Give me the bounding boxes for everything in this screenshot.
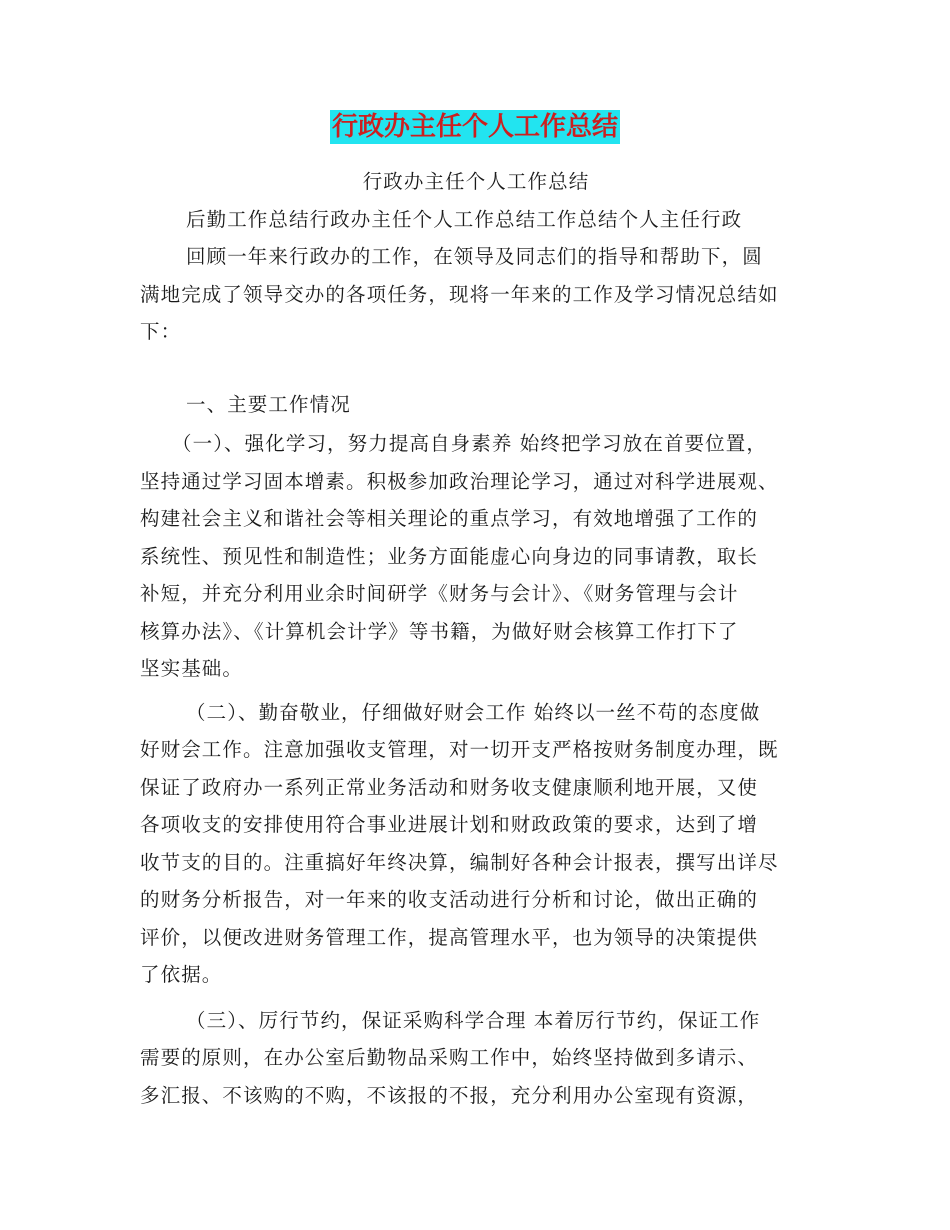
paragraph-line: 坚实基础。 [140, 657, 244, 680]
paragraph-line: 收节支的目的。注重搞好年终决算，编制好各种会计报表，撰写出详尽 [140, 850, 779, 874]
paragraph-line: 坚持通过学习固本增素。积极参加政治理论学习，通过对科学进展观、 [140, 469, 779, 493]
paragraph-line: 回顾一年来行政办的工作，在领导及同志们的指导和帮助下，圆 [186, 245, 763, 268]
title-container [0, 110, 950, 144]
paragraph-line: 好财会工作。注意加强收支管理，对一切开支严格按财务制度办理，既 [140, 738, 779, 761]
paragraph-line: （三）、厉行节约，保证采购科学合理 本着厉行节约，保证工作 [186, 1008, 761, 1032]
paragraph-line: （一）、强化学习，努力提高自身素养 始终把学习放在首要位置， [172, 432, 767, 455]
paragraph-2 [140, 694, 812, 994]
paragraph-line: 需要的原则，在办公室后勤物品采购工作中，始终坚持做到多请示、 [140, 1046, 759, 1069]
paragraph-line: 补短，并充分利用业余时间研学《财务与会计》、《财务管理与会计 [140, 582, 739, 605]
paragraph-line: 核算办法》、《计算机会计学》等书籍，为做好财会核算工作打下了 [140, 619, 739, 643]
paragraph-1 [140, 425, 812, 688]
paragraph-line: （二）、勤奋敬业，仔细做好财会工作 始终以一丝不苟的态度做 [186, 700, 761, 724]
paragraph-3 [140, 1002, 812, 1115]
paragraph-line: 的财务分析报告，对一年来的收支活动进行分析和讨论，做出正确的 [140, 888, 759, 911]
document-subtitle: 行政办主任个人工作总结 [362, 170, 590, 193]
intro-paragraph [140, 238, 812, 351]
paragraph-line: 构建社会主义和谐社会等相关理论的重点学习，有效地增强了工作的 [140, 507, 759, 530]
paragraph-line: 保证了政府办一系列正常业务活动和财务收支健康顺利地开展，又使 [140, 775, 759, 799]
document-body [140, 163, 812, 1114]
paragraph-line: 下： [140, 320, 182, 343]
paragraph-line: 评价，以便改进财务管理工作，提高管理水平，也为领导的决策提供 [140, 925, 759, 949]
paragraph-line: 了依据。 [140, 963, 223, 986]
document-title: 行政办主任个人工作总结 [331, 112, 618, 142]
paragraph-line: 系统性、预见性和制造性；业务方面能虚心向身边的同事请教，取长 [140, 544, 759, 568]
keywords-line: 后勤工作总结行政办主任个人工作总结工作总结个人主任行政 [186, 207, 743, 231]
section-heading: 一、主要工作情况 [186, 392, 351, 416]
paragraph-line: 多汇报、不该购的不购，不该报的不报，充分利用办公室现有资源， [140, 1083, 759, 1107]
paragraph-line: 满地完成了领导交办的各项任务，现将一年来的工作及学习情况总结如 [140, 282, 779, 306]
paragraph-line: 各项收支的安排使用符合事业进展计划和财政政策的要求，达到了增 [140, 813, 759, 836]
